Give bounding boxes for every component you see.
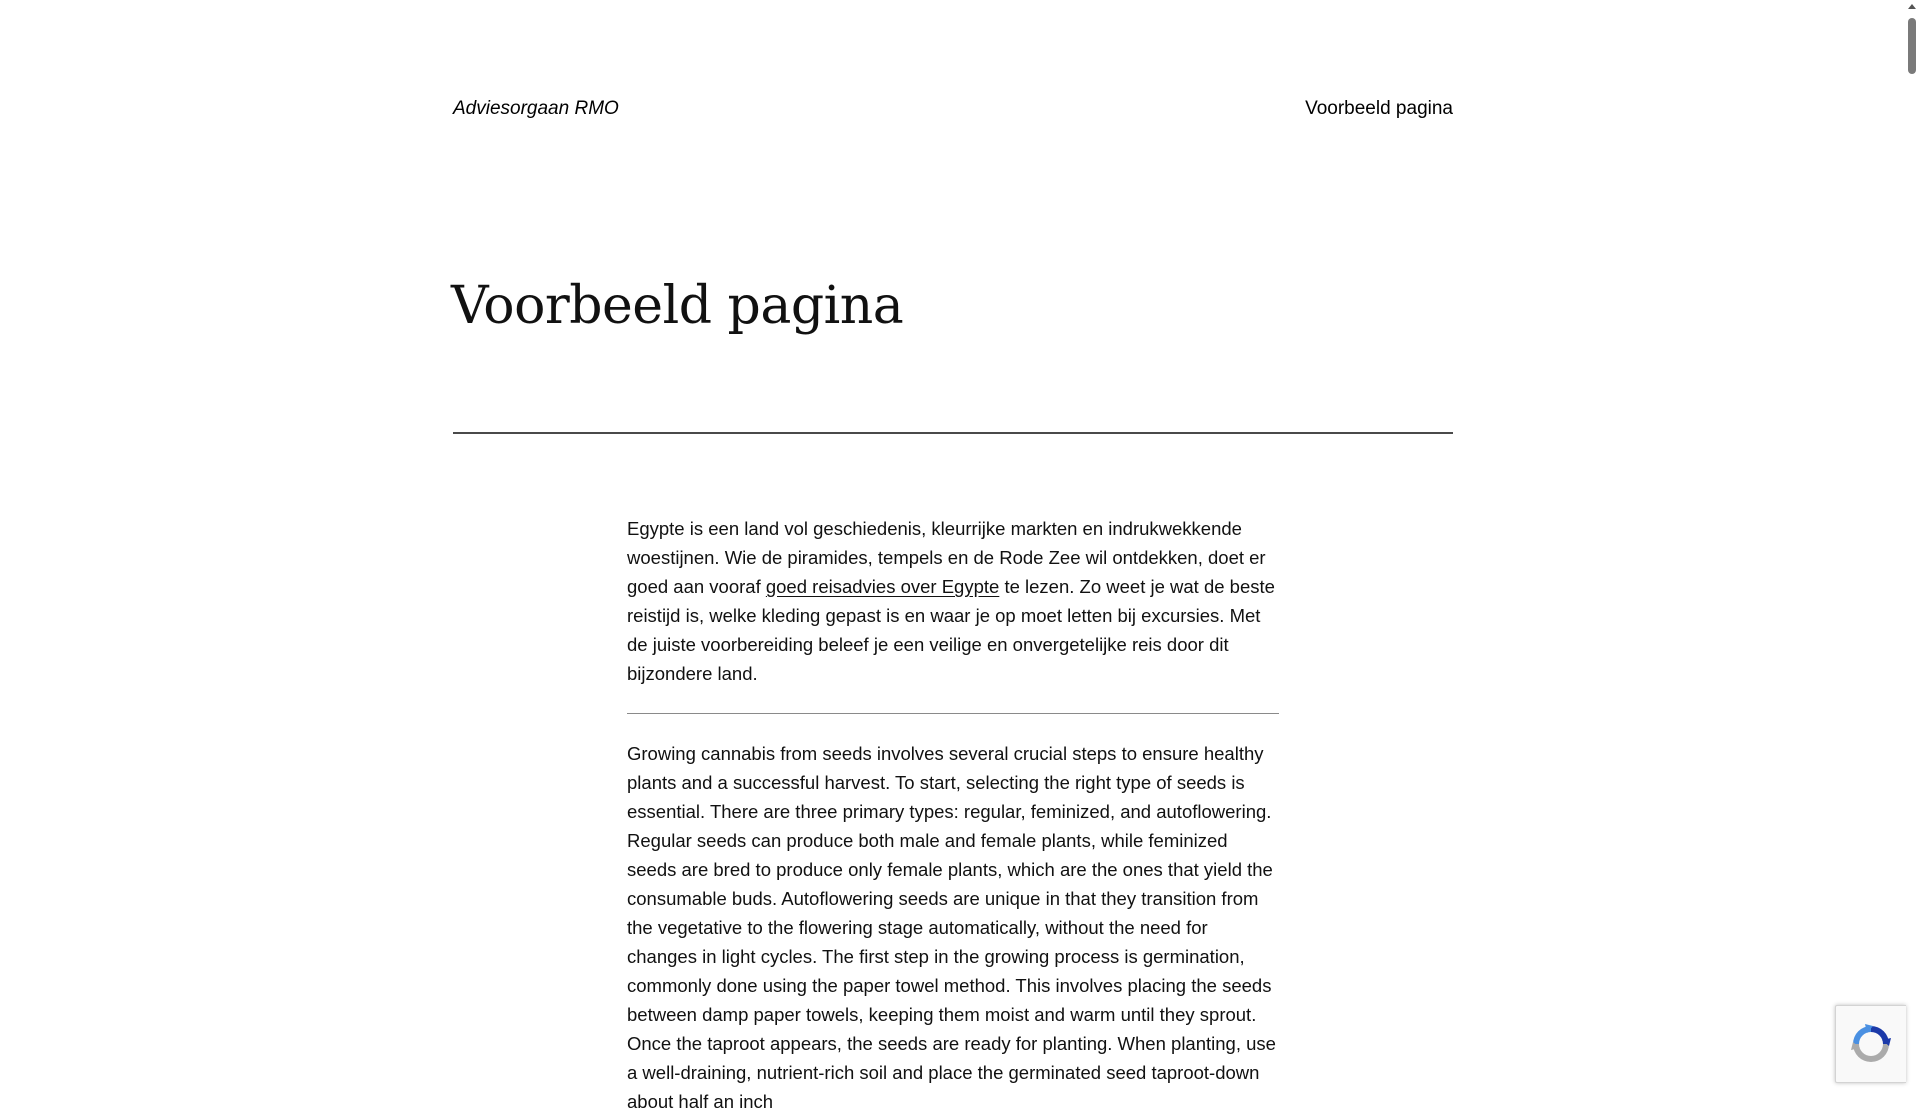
paragraph-egypte xyxy=(627,514,1279,688)
title-divider xyxy=(453,432,1453,434)
site-header xyxy=(453,96,1453,126)
scrollbar-thumb[interactable] xyxy=(1908,18,1916,74)
recaptcha-badge[interactable] xyxy=(1835,1005,1906,1083)
reisadvies-egypte-link[interactable]: goed reisadvies over Egypte xyxy=(765,576,1000,597)
page-content xyxy=(627,514,1279,1116)
nav-link-voorbeeld-pagina[interactable]: Voorbeeld pagina xyxy=(1305,98,1453,119)
vertical-scrollbar[interactable] xyxy=(1904,0,1920,1080)
content-divider xyxy=(627,713,1279,714)
site-title-link[interactable]: Adviesorgaan RMO xyxy=(453,98,619,119)
paragraph-egypte-text-before: Egypte is een land vol geschiedenis, kleurrijke markten en indrukwekkende woestijnen. Wie de piramides, tempels en de Rode Zee wil ontdekken, doet er goed aan vooraf xyxy=(627,518,1266,597)
page-title: Voorbeeld pagina xyxy=(451,276,904,336)
paragraph-cannabis: Growing cannabis from seeds involves several crucial steps to ensure healthy plants and a successful harvest. To start, selecting the right type of seeds is essential. There are three primary types: regular, feminized, and autoflowering. Regular seeds can produce both male and female plants, while feminized seeds are bred to produce only female plants, which are the ones that yield the consumable buds. Autoflowering seeds are unique in that they transition from the vegetative to the flowering stage automatically, without the need for changes in light cycles. The first step in the growing process is germination, commonly done using the paper towel method. This involves placing the seeds between damp paper towels, keeping them moist and warm until they sprout. Once the taproot appears, the seeds are ready for planting. When planting, use a well-draining, nutrient-rich soil and place the germinated seed taproot-down about half an inch xyxy=(627,743,1276,1112)
recaptcha-logo-icon xyxy=(1849,1022,1893,1066)
chevron-up-icon[interactable] xyxy=(1908,4,1916,9)
paragraph-egypte-text-after: te lezen. Zo weet je wat de beste reistijd is, welke kleding gepast is en waar je op moet letten bij excursies. Met de juiste voorbereiding beleef je een veilige en onvergetelijke reis door dit bijzondere land. xyxy=(627,576,1275,684)
